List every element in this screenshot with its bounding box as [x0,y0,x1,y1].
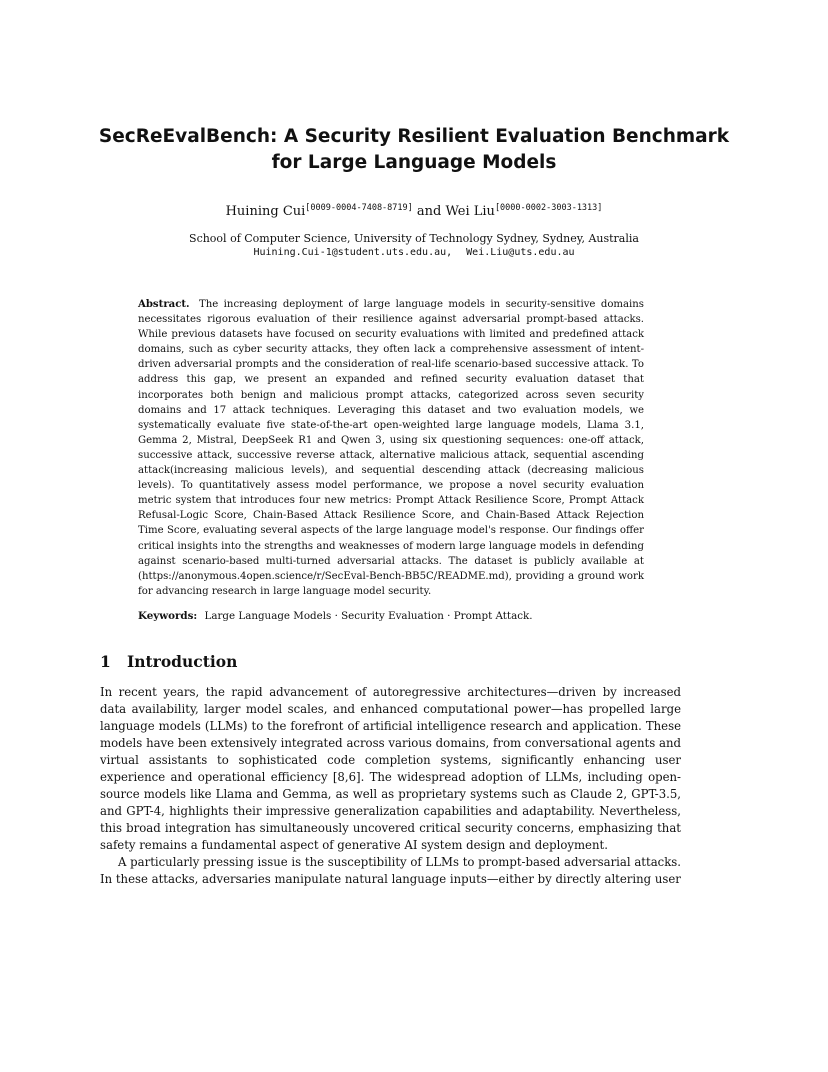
section-heading [100,651,237,673]
email-author-2: Wei.Liu@uts.edu.au [466,247,575,258]
section-title: Introduction [127,652,238,671]
abstract-label: Abstract. [138,298,190,310]
title-line-1: SecReEvalBench: A Security Resilient Evaluation Benchmark [98,126,730,147]
author-list [60,199,768,221]
affiliation: School of Computer Science, University of Technology Sydney, Sydney, Australia [189,232,639,245]
email-author-1: Huining.Cui-1@student.uts.edu.au, [253,247,453,258]
author-1-name: Huining Cui [225,204,306,219]
author-2-name: Wei Liu [445,204,495,219]
abstract [138,297,644,599]
author-2-orcid: [0000-0002-3003-1313] [494,203,603,213]
keywords [138,609,698,624]
keywords-text: Large Language Models · Security Evaluation · Prompt Attack. [204,610,533,622]
title-line-2: for Large Language Models [271,152,557,173]
paragraph-1: In recent years, the rapid advancement of autoregressive architectures—driven by increased data availability, larger model scales, and enhanced computational power—has propelled large language models (LLMs) to the forefront of artificial intelligence research and application. These models have been extensively integrated across various domains, from conversational agents and virtual assistants to sophisticated code completion systems, significantly enhancing user experience and operational efficiency [8,6]. The widespread adoption of LLMs, including open-source models like Llama and Gemma, as well as proprietary systems such as Claude 2, GPT-3.5, and GPT-4, highlights their impressive generalization capabilities and adaptability. Nevertheless, this broad integration has simultaneously uncovered critical security concerns, emphasizing that safety remains a fundamental aspect of generative AI system design and deployment. [100,685,681,852]
introduction-body [100,684,681,888]
section-number: 1 [100,652,111,671]
paragraph-2: A particularly pressing issue is the susceptibility of LLMs to prompt-based adversarial attacks. In these attacks, adversaries manipulate natural language inputs—either by directly altering user [100,855,681,886]
abstract-text: The increasing deployment of large language models in security-sensitive domains necessitates rigorous evaluation of their resilience against adversarial prompt-based attacks. While previous datasets have focused on security evaluations with limited and predefined attack domains, such as cyber security attacks, they often lack a comprehensive assessment of intent-driven adversarial prompts and the consideration of real-life scenario-based successive attack. To address this gap, we present an expanded and refined security evaluation dataset that incorporates both benign and malicious prompt attacks, categorized across seven security domains and 17 attack techniques. Leveraging this dataset and two evaluation models, we systematically evaluate five state-of-the-art open-weighted large language models, Llama 3.1, Gemma 2, Mistral, DeepSeek R1 and Qwen 3, using six questioning sequences: one-off attack, successive attack, successive reverse attack, alternative malicious attack, sequential ascending attack(increasing malicious levels), and sequential descending attack (decreasing malicious levels). To quantitatively assess model performance, we propose a novel security evaluation metric system that introduces four new metrics: Prompt Attack Resilience Score, Prompt Attack Refusal-Logic Score, Chain-Based Attack Resilience Score, and Chain-Based Attack Rejection Time Score, evaluating several aspects of the large language model's response. Our findings offer critical insights into the strengths and weaknesses of modern large language models in defending against scenario-based multi-turned adversarial attacks. The dataset is publicly available at (https://anonymous.4open.science/r/SecEval-Bench-BB5C/README.md), providing a ground work for advancing research in large language model security. [138,299,645,597]
email-list [60,246,768,260]
author-connector: and [412,204,446,219]
keywords-label: Keywords: [138,610,198,622]
author-1-orcid: [0009-0004-7408-8719] [305,203,413,213]
paper-title [60,124,768,176]
